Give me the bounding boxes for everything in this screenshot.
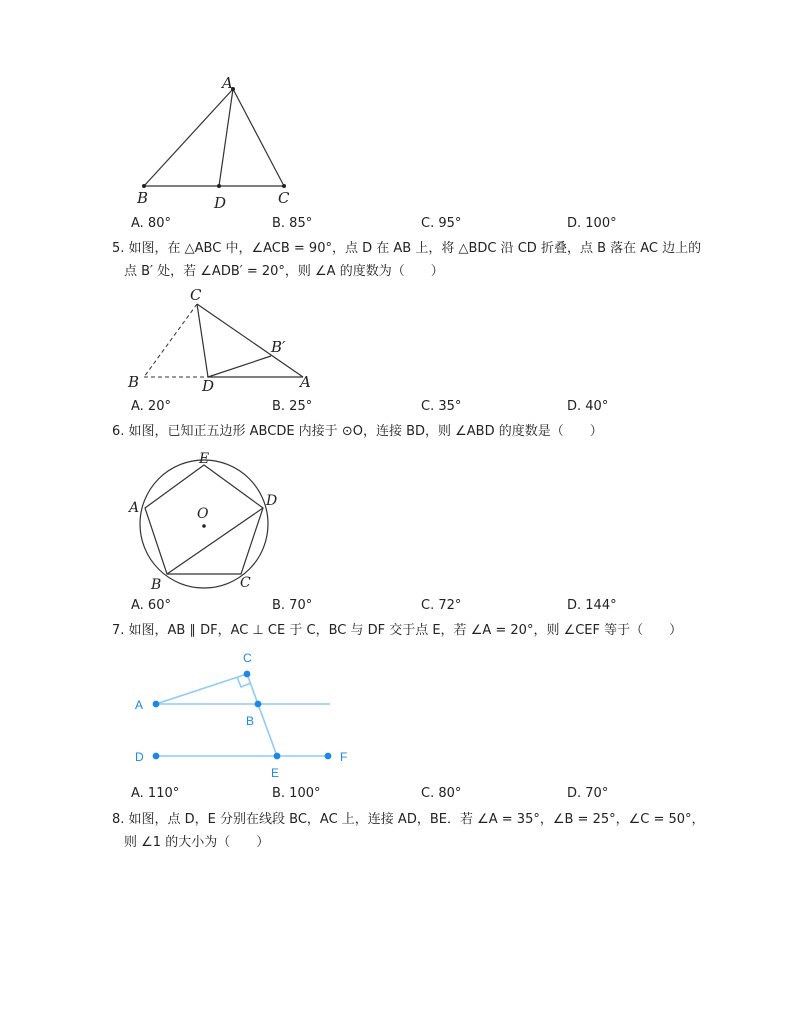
q4-option-b: B. 85°	[272, 216, 313, 231]
q5-option-b: B. 25°	[272, 399, 313, 414]
q7-option-c: C. 80°	[421, 786, 462, 801]
q4-label-D: D	[214, 194, 227, 212]
q5-option-d: D. 40°	[567, 399, 609, 414]
q7-label-F: F	[340, 750, 348, 764]
q6-option-a: A. 60°	[131, 598, 171, 613]
q4-option-c: C. 95°	[421, 216, 462, 231]
q6-label-A: A	[129, 500, 140, 516]
q7-label-A: A	[135, 698, 144, 712]
q6-pentagon-circle-figure	[120, 444, 300, 594]
q6-label-D: D	[266, 493, 278, 509]
q7-label-C: C	[243, 651, 252, 665]
q8-question-line2: 则 ∠1 的大小为（ ）	[124, 835, 270, 850]
q5-option-c: C. 35°	[421, 399, 462, 414]
q6-option-c: C. 72°	[421, 598, 462, 613]
q5-option-a: A. 20°	[131, 399, 171, 414]
q7-question-line1: 7. 如图，AB ∥ DF，AC ⊥ CE 于 C，BC 与 DF 交于点 E，若 ∠A = 20°，则 ∠CEF 等于（ ）	[112, 623, 683, 638]
q4-label-C: C	[278, 189, 290, 207]
q4-option-d: D. 100°	[567, 216, 617, 231]
q6-label-B: B	[151, 577, 162, 593]
q8-question-line1: 8. 如图，点 D，E 分别在线段 BC，AC 上，连接 AD，BE．若 ∠A = 35°，∠B = 25°，∠C = 50°，	[112, 812, 705, 827]
q5-question-line2: 点 B′ 处，若 ∠ADB′ = 20°，则 ∠A 的度数为（ ）	[124, 264, 444, 279]
q7-option-a: A. 110°	[131, 786, 180, 801]
q4-triangle-figure	[120, 70, 320, 212]
q6-option-d: D. 144°	[567, 598, 617, 613]
q5-question-line1: 5. 如图，在 △ABC 中，∠ACB = 90°，点 D 在 AB 上，将 △BDC 沿 CD 折叠，点 B 落在 AC 边上的	[112, 241, 702, 256]
q7-label-E: E	[271, 766, 280, 780]
q7-option-b: B. 100°	[272, 786, 321, 801]
q4-label-B: B	[137, 189, 149, 207]
q7-label-B: B	[246, 714, 255, 728]
q6-label-C: C	[240, 575, 251, 591]
q6-question-line1: 6. 如图，已知正五边形 ABCDE 内接于 ⊙O，连接 BD，则 ∠ABD 的度数是（ ）	[112, 424, 603, 439]
q5-label-B-prime: B′	[271, 338, 286, 356]
q4-option-a: A. 80°	[131, 216, 171, 231]
q7-option-d: D. 70°	[567, 786, 609, 801]
q5-label-C: C	[190, 286, 202, 304]
q5-label-D: D	[202, 377, 215, 395]
q7-parallel-lines-figure	[120, 645, 360, 785]
q5-label-B: B	[128, 373, 140, 391]
q4-label-A: A	[222, 74, 233, 92]
q6-label-E: E	[199, 451, 210, 467]
q5-fold-triangle-figure	[120, 284, 320, 394]
q6-label-O: O	[197, 506, 209, 522]
q6-option-b: B. 70°	[272, 598, 313, 613]
q7-label-D: D	[135, 750, 144, 764]
q5-label-A: A	[300, 373, 311, 391]
